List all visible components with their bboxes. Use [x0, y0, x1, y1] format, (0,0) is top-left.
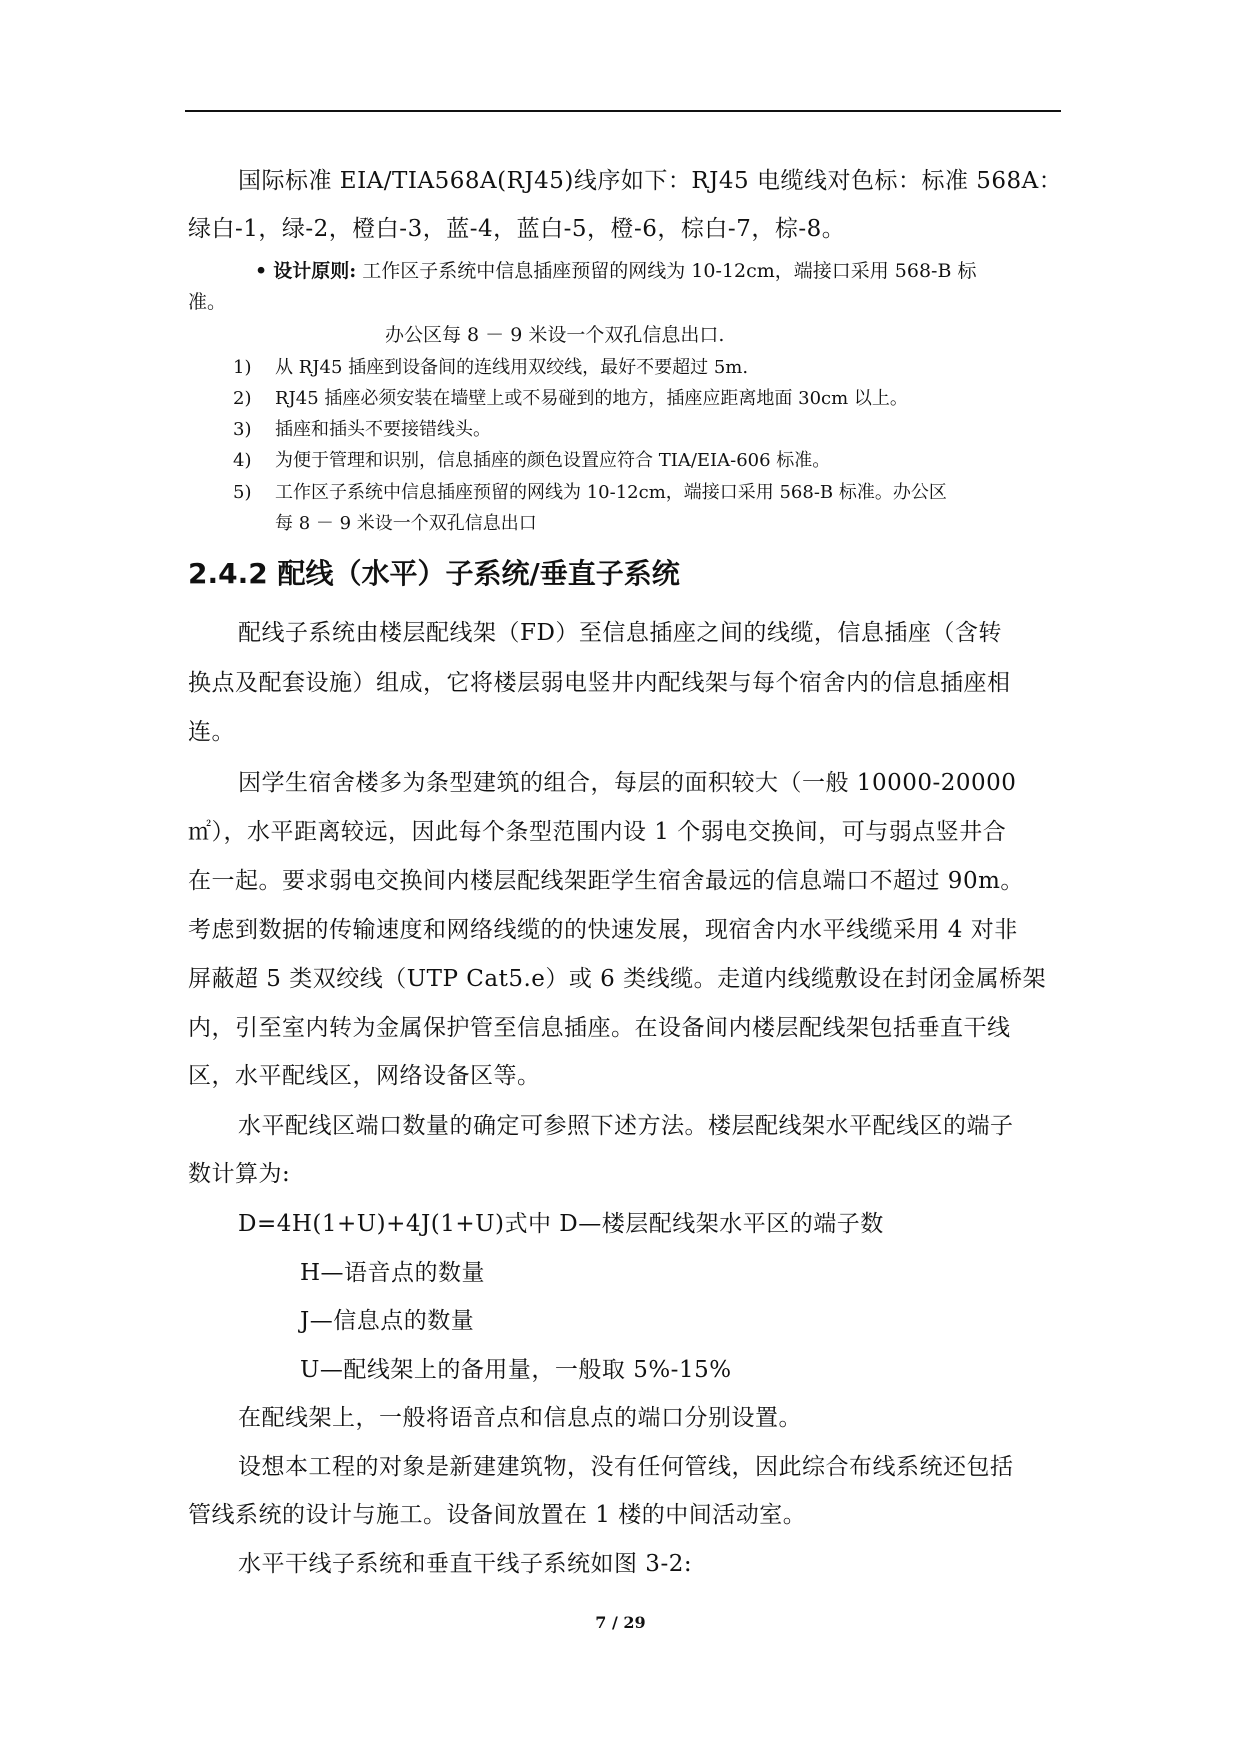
paragraph-line: 水平配线区端口数量的确定可参照下述方法。楼层配线架水平配线区的端子 — [238, 1113, 1014, 1139]
paragraph-line: 因学生宿舍楼多为条型建筑的组合，每层的面积较大（一般 10000-20000 — [238, 770, 1017, 796]
rule-item — [233, 478, 947, 504]
rule-text: 为便于管理和识别，信息插座的颜色设置应符合 TIA/EIA-606 标准。 — [275, 450, 831, 471]
design-principle-cont: 准。 — [188, 291, 227, 313]
page-number: 7 / 29 — [595, 1613, 646, 1632]
paragraph-line: 配线子系统由楼层配线架（FD）至信息插座之间的线缆，信息插座（含转 — [238, 620, 1002, 646]
paragraph-line: 在配线架上，一般将语音点和信息点的端口分别设置。 — [238, 1405, 802, 1431]
paragraph-line: 设想本工程的对象是新建建筑物，没有任何管线，因此综合布线系统还包括 — [238, 1454, 1014, 1480]
rule-text: 工作区子系统中信息插座预留的网线为 10-12cm，端接口采用 568-B 标准。办公区 — [275, 482, 947, 503]
section-heading: 2.4.2 配线（水平）子系统/垂直子系统 — [188, 557, 680, 590]
office-line: 办公区每 8 － 9 米设一个双孔信息出口. — [385, 324, 725, 346]
rule-number: 4) — [233, 450, 252, 471]
paragraph-line: 数计算为: — [188, 1161, 291, 1187]
rule-text: 插座和插头不要接错线头。 — [275, 419, 491, 440]
formula-j: J—信息点的数量 — [300, 1308, 475, 1334]
paragraph-line: 水平干线子系统和垂直干线子系统如图 3-2: — [238, 1551, 693, 1577]
std-568a-line-1: 国际标准 EIA/TIA568A(RJ45)线序如下：RJ45 电缆线对色标：标准 568A： — [238, 168, 1063, 194]
paragraph-line: 连。 — [188, 719, 235, 745]
paragraph-line: ㎡），水平距离较远，因此每个条型范围内设 1 个弱电交换间，可与弱点竖井合 — [188, 819, 1007, 845]
rule-item — [233, 384, 908, 410]
rule-number: 5) — [233, 482, 252, 503]
rule-number: 3) — [233, 419, 252, 440]
paragraph-line: 屏蔽超 5 类双绞线（UTP Cat5.e）或 6 类线缆。走道内线缆敷设在封闭金属桥架 — [188, 966, 1047, 992]
rule-number: 2) — [233, 388, 252, 409]
rule-item — [233, 446, 830, 472]
rule-item-cont: 每 8 － 9 米设一个双孔信息出口 — [275, 513, 537, 534]
paragraph-line: 考虑到数据的传输速度和网络线缆的的快速发展，现宿舍内水平线缆采用 4 对非 — [188, 917, 1018, 943]
paragraph-line: 内，引至室内转为金属保护管至信息插座。在设备间内楼层配线架包括垂直干线 — [188, 1015, 1011, 1041]
formula-h: H—语音点的数量 — [300, 1260, 486, 1286]
rule-item — [233, 353, 748, 379]
rule-text: 从 RJ45 插座到设备间的连线用双绞线，最好不要超过 5m. — [275, 357, 749, 378]
design-principle — [255, 256, 976, 283]
rule-item — [233, 415, 491, 441]
formula-u: U—配线架上的备用量，一般取 5%-15% — [300, 1357, 732, 1383]
rule-number: 1) — [233, 357, 252, 378]
bullet-icon: • — [255, 260, 268, 282]
paragraph-line: 换点及配套设施）组成，它将楼层弱电竖井内配线架与每个宿舍内的信息插座相 — [188, 670, 1011, 696]
design-principle-label: 设计原则: — [273, 260, 357, 282]
std-568a-line-2: 绿白-1，绿-2，橙白-3，蓝-4，蓝白-5，橙-6，棕白-7，棕-8。 — [188, 216, 846, 242]
paragraph-line: 区，水平配线区，网络设备区等。 — [188, 1063, 541, 1089]
design-principle-text: 工作区子系统中信息插座预留的网线为 10-12cm，端接口采用 568-B 标 — [362, 260, 977, 282]
paragraph-line: 管线系统的设计与施工。设备间放置在 1 楼的中间活动室。 — [188, 1502, 807, 1528]
paragraph-line: 在一起。要求弱电交换间内楼层配线架距学生宿舍最远的信息端口不超过 90m。 — [188, 868, 1024, 894]
rule-text: RJ45 插座必须安装在墙壁上或不易碰到的地方，插座应距离地面 30cm 以上。 — [275, 388, 908, 409]
header-rule — [185, 110, 1061, 112]
formula-main: D=4H(1+U)+4J(1+U)式中 D—楼层配线架水平区的端子数 — [238, 1211, 884, 1237]
